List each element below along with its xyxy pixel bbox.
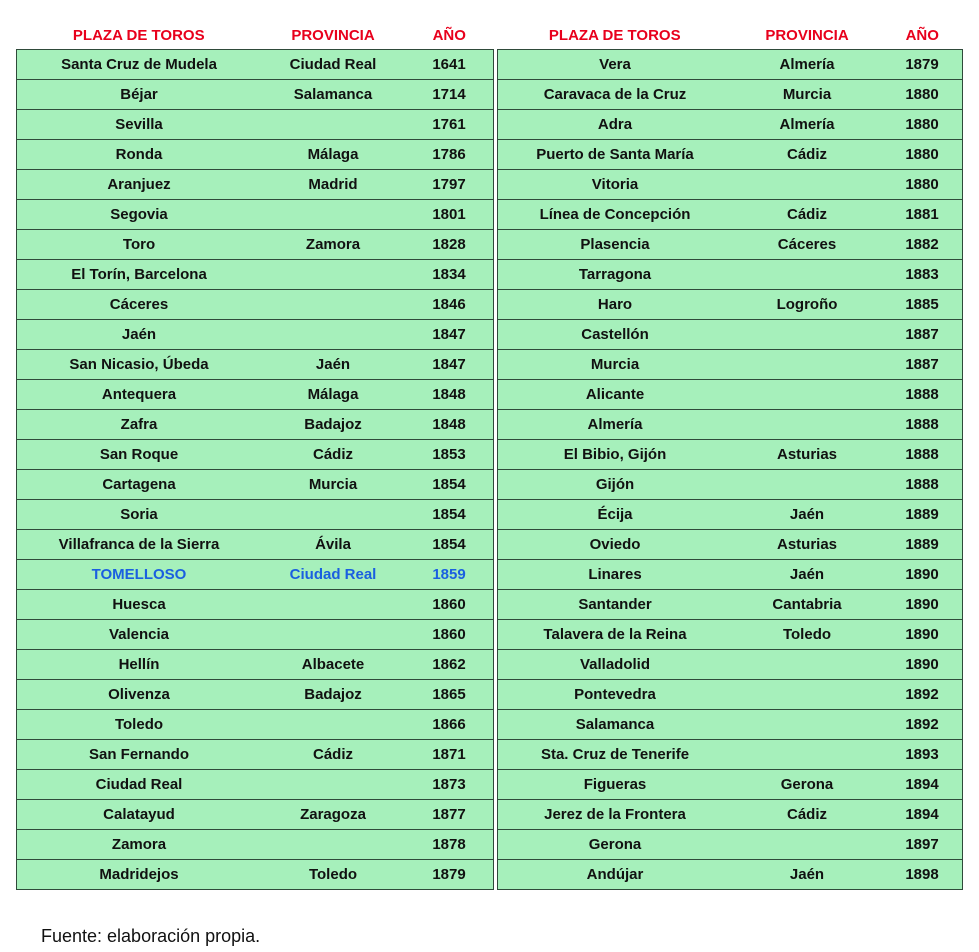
table-row <box>17 620 494 650</box>
cell-ano: 1714 <box>405 80 494 110</box>
table-row <box>498 590 963 620</box>
cell-ano: 1880 <box>882 80 963 110</box>
header-plaza: PLAZA DE TOROS <box>17 22 262 50</box>
cell-provincia <box>732 830 882 860</box>
cell-ano: 1898 <box>882 860 963 890</box>
cell-plaza: Santander <box>498 590 733 620</box>
cell-provincia: Cádiz <box>732 140 882 170</box>
cell-provincia <box>261 620 405 650</box>
table-row <box>498 80 963 110</box>
table-row <box>498 50 963 80</box>
cell-plaza: Zamora <box>17 830 262 860</box>
cell-ano: 1866 <box>405 710 494 740</box>
cell-ano: 1890 <box>882 620 963 650</box>
cell-provincia: Asturias <box>732 440 882 470</box>
table-row <box>498 260 963 290</box>
cell-ano: 1889 <box>882 530 963 560</box>
cell-plaza: Salamanca <box>498 710 733 740</box>
cell-ano: 1883 <box>882 260 963 290</box>
cell-ano: 1847 <box>405 320 494 350</box>
cell-plaza: Murcia <box>498 350 733 380</box>
table-row <box>17 290 494 320</box>
cell-plaza: Almería <box>498 410 733 440</box>
cell-plaza: Linares <box>498 560 733 590</box>
table-row <box>17 650 494 680</box>
cell-ano: 1871 <box>405 740 494 770</box>
cell-plaza: Castellón <box>498 320 733 350</box>
cell-ano: 1854 <box>405 500 494 530</box>
cell-ano: 1797 <box>405 170 494 200</box>
cell-plaza: Cáceres <box>17 290 262 320</box>
header-ano: AÑO <box>405 22 494 50</box>
cell-plaza: San Roque <box>17 440 262 470</box>
cell-provincia: Badajoz <box>261 680 405 710</box>
cell-ano: 1848 <box>405 380 494 410</box>
cell-plaza: El Torín, Barcelona <box>17 260 262 290</box>
table-body-right <box>498 50 963 890</box>
cell-ano: 1786 <box>405 140 494 170</box>
table-row <box>498 320 963 350</box>
cell-provincia <box>261 320 405 350</box>
table-row <box>17 410 494 440</box>
table-row <box>498 170 963 200</box>
cell-plaza: Olivenza <box>17 680 262 710</box>
cell-provincia <box>261 830 405 860</box>
cell-plaza: Toledo <box>17 710 262 740</box>
cell-provincia: Zamora <box>261 230 405 260</box>
cell-provincia: Murcia <box>261 470 405 500</box>
table-row <box>17 380 494 410</box>
cell-ano: 1879 <box>882 50 963 80</box>
cell-ano: 1892 <box>882 710 963 740</box>
cell-provincia <box>261 110 405 140</box>
table-row <box>498 830 963 860</box>
cell-plaza: Caravaca de la Cruz <box>498 80 733 110</box>
table-row <box>498 200 963 230</box>
table-row <box>17 140 494 170</box>
cell-provincia <box>261 500 405 530</box>
header-row <box>17 22 494 50</box>
cell-provincia: Jaén <box>732 500 882 530</box>
cell-ano: 1890 <box>882 650 963 680</box>
cell-provincia <box>261 290 405 320</box>
cell-ano: 1846 <box>405 290 494 320</box>
cell-plaza: Calatayud <box>17 800 262 830</box>
table-row <box>498 470 963 500</box>
cell-plaza: Andújar <box>498 860 733 890</box>
cell-ano: 1848 <box>405 410 494 440</box>
header-row <box>498 22 963 50</box>
cell-ano: 1860 <box>405 620 494 650</box>
cell-plaza: Vera <box>498 50 733 80</box>
table-row <box>17 440 494 470</box>
cell-plaza: Figueras <box>498 770 733 800</box>
table-row <box>498 860 963 890</box>
cell-ano: 1880 <box>882 110 963 140</box>
cell-provincia <box>732 260 882 290</box>
cell-ano: 1888 <box>882 440 963 470</box>
cell-provincia: Badajoz <box>261 410 405 440</box>
cell-plaza: El Bibio, Gijón <box>498 440 733 470</box>
cell-provincia: Jaén <box>732 860 882 890</box>
cell-ano: 1877 <box>405 800 494 830</box>
cell-ano: 1860 <box>405 590 494 620</box>
cell-ano: 1888 <box>882 470 963 500</box>
cell-provincia: Albacete <box>261 650 405 680</box>
cell-plaza: Antequera <box>17 380 262 410</box>
cell-ano: 1892 <box>882 680 963 710</box>
cell-plaza: Madridejos <box>17 860 262 890</box>
cell-plaza: Adra <box>498 110 733 140</box>
cell-ano: 1880 <box>882 170 963 200</box>
cell-provincia <box>732 740 882 770</box>
cell-plaza: Pontevedra <box>498 680 733 710</box>
cell-provincia <box>732 350 882 380</box>
cell-provincia: Zaragoza <box>261 800 405 830</box>
cell-plaza: Aranjuez <box>17 170 262 200</box>
cell-plaza: San Nicasio, Úbeda <box>17 350 262 380</box>
header-plaza: PLAZA DE TOROS <box>498 22 733 50</box>
cell-provincia: Ávila <box>261 530 405 560</box>
cell-ano: 1828 <box>405 230 494 260</box>
table-row <box>498 620 963 650</box>
cell-ano: 1890 <box>882 590 963 620</box>
table-body-left <box>17 50 494 890</box>
table-row <box>498 230 963 260</box>
cell-provincia <box>732 650 882 680</box>
table-row <box>17 230 494 260</box>
cell-plaza: Santa Cruz de Mudela <box>17 50 262 80</box>
table-row <box>498 380 963 410</box>
cell-plaza: Villafranca de la Sierra <box>17 530 262 560</box>
cell-provincia: Málaga <box>261 140 405 170</box>
table-row <box>17 110 494 140</box>
cell-provincia <box>732 320 882 350</box>
cell-plaza: Zafra <box>17 410 262 440</box>
cell-plaza: Oviedo <box>498 530 733 560</box>
cell-plaza: Gijón <box>498 470 733 500</box>
cell-plaza: Écija <box>498 500 733 530</box>
table-row <box>17 770 494 800</box>
cell-plaza: Toro <box>17 230 262 260</box>
cell-ano: 1893 <box>882 740 963 770</box>
cell-provincia <box>261 710 405 740</box>
table-row <box>498 290 963 320</box>
cell-ano: 1879 <box>405 860 494 890</box>
bullring-table-right <box>497 22 963 890</box>
cell-plaza: Ronda <box>17 140 262 170</box>
cell-provincia: Gerona <box>732 770 882 800</box>
cell-provincia: Málaga <box>261 380 405 410</box>
cell-plaza: Cartagena <box>17 470 262 500</box>
table-row <box>17 530 494 560</box>
cell-provincia <box>732 380 882 410</box>
cell-provincia: Asturias <box>732 530 882 560</box>
cell-provincia: Cádiz <box>732 200 882 230</box>
table-row <box>498 770 963 800</box>
cell-ano: 1894 <box>882 770 963 800</box>
cell-plaza: Ciudad Real <box>17 770 262 800</box>
cell-ano: 1882 <box>882 230 963 260</box>
source-note: Fuente: elaboración propia. <box>41 926 261 946</box>
cell-ano: 1885 <box>882 290 963 320</box>
header-provincia: PROVINCIA <box>261 22 405 50</box>
cell-plaza: Segovia <box>17 200 262 230</box>
cell-plaza: Béjar <box>17 80 262 110</box>
cell-provincia: Jaén <box>261 350 405 380</box>
cell-plaza: San Fernando <box>17 740 262 770</box>
table-row <box>17 710 494 740</box>
cell-ano: 1890 <box>882 560 963 590</box>
table-row <box>498 350 963 380</box>
cell-ano: 1862 <box>405 650 494 680</box>
cell-ano: 1888 <box>882 380 963 410</box>
table-row <box>498 740 963 770</box>
table-row <box>17 560 494 590</box>
cell-ano: 1887 <box>882 320 963 350</box>
cell-ano: 1889 <box>882 500 963 530</box>
cell-plaza: Puerto de Santa María <box>498 140 733 170</box>
cell-ano: 1859 <box>405 560 494 590</box>
cell-ano: 1888 <box>882 410 963 440</box>
table-row <box>498 680 963 710</box>
header-ano: AÑO <box>882 22 963 50</box>
cell-ano: 1834 <box>405 260 494 290</box>
cell-provincia <box>261 260 405 290</box>
cell-ano: 1894 <box>882 800 963 830</box>
cell-plaza: Hellín <box>17 650 262 680</box>
cell-plaza: Vitoria <box>498 170 733 200</box>
table-row <box>498 560 963 590</box>
table-row <box>17 50 494 80</box>
bullring-table-left <box>16 22 494 890</box>
table-row <box>17 680 494 710</box>
cell-plaza: Jerez de la Frontera <box>498 800 733 830</box>
table-row <box>17 470 494 500</box>
cell-plaza: Valladolid <box>498 650 733 680</box>
cell-provincia: Ciudad Real <box>261 560 405 590</box>
cell-ano: 1873 <box>405 770 494 800</box>
cell-provincia: Salamanca <box>261 80 405 110</box>
cell-plaza: Huesca <box>17 590 262 620</box>
cell-plaza: Haro <box>498 290 733 320</box>
cell-provincia <box>261 770 405 800</box>
cell-plaza: Talavera de la Reina <box>498 620 733 650</box>
cell-provincia <box>732 170 882 200</box>
cell-plaza: Sta. Cruz de Tenerife <box>498 740 733 770</box>
cell-plaza: Gerona <box>498 830 733 860</box>
cell-plaza: Línea de Concepción <box>498 200 733 230</box>
table-row <box>17 800 494 830</box>
table-row <box>17 260 494 290</box>
cell-provincia <box>732 410 882 440</box>
cell-ano: 1878 <box>405 830 494 860</box>
cell-provincia <box>732 470 882 500</box>
table-row <box>498 800 963 830</box>
cell-ano: 1847 <box>405 350 494 380</box>
table-row <box>498 110 963 140</box>
cell-ano: 1801 <box>405 200 494 230</box>
table-row <box>498 440 963 470</box>
table-row <box>498 530 963 560</box>
table-row <box>498 500 963 530</box>
cell-provincia: Toledo <box>261 860 405 890</box>
table-row <box>17 590 494 620</box>
cell-ano: 1880 <box>882 140 963 170</box>
table-row <box>498 410 963 440</box>
cell-provincia <box>261 590 405 620</box>
cell-provincia <box>732 710 882 740</box>
cell-ano: 1854 <box>405 470 494 500</box>
cell-provincia: Cádiz <box>261 440 405 470</box>
table-row <box>498 710 963 740</box>
cell-plaza: Jaén <box>17 320 262 350</box>
cell-provincia: Cádiz <box>261 740 405 770</box>
cell-plaza: Plasencia <box>498 230 733 260</box>
cell-ano: 1761 <box>405 110 494 140</box>
cell-plaza: Soria <box>17 500 262 530</box>
cell-plaza: TOMELLOSO <box>17 560 262 590</box>
table-row <box>498 650 963 680</box>
cell-plaza: Valencia <box>17 620 262 650</box>
table-row <box>17 350 494 380</box>
cell-provincia: Toledo <box>732 620 882 650</box>
cell-ano: 1854 <box>405 530 494 560</box>
table-row <box>17 320 494 350</box>
table-row <box>17 170 494 200</box>
cell-provincia: Madrid <box>261 170 405 200</box>
table-row <box>17 740 494 770</box>
cell-ano: 1881 <box>882 200 963 230</box>
cell-provincia: Almería <box>732 110 882 140</box>
cell-provincia <box>732 680 882 710</box>
cell-plaza: Alicante <box>498 380 733 410</box>
table-row <box>17 200 494 230</box>
table-row <box>498 140 963 170</box>
cell-plaza: Tarragona <box>498 260 733 290</box>
cell-provincia: Cantabria <box>732 590 882 620</box>
cell-ano: 1897 <box>882 830 963 860</box>
cell-provincia <box>261 200 405 230</box>
cell-provincia: Logroño <box>732 290 882 320</box>
cell-provincia: Cáceres <box>732 230 882 260</box>
cell-provincia: Murcia <box>732 80 882 110</box>
cell-provincia: Ciudad Real <box>261 50 405 80</box>
cell-provincia: Almería <box>732 50 882 80</box>
cell-ano: 1641 <box>405 50 494 80</box>
table-row <box>17 860 494 890</box>
header-provincia: PROVINCIA <box>732 22 882 50</box>
table-row <box>17 830 494 860</box>
cell-ano: 1887 <box>882 350 963 380</box>
cell-plaza: Sevilla <box>17 110 262 140</box>
cell-ano: 1865 <box>405 680 494 710</box>
cell-provincia: Cádiz <box>732 800 882 830</box>
table-row <box>17 500 494 530</box>
table-row <box>17 80 494 110</box>
cell-provincia: Jaén <box>732 560 882 590</box>
cell-ano: 1853 <box>405 440 494 470</box>
